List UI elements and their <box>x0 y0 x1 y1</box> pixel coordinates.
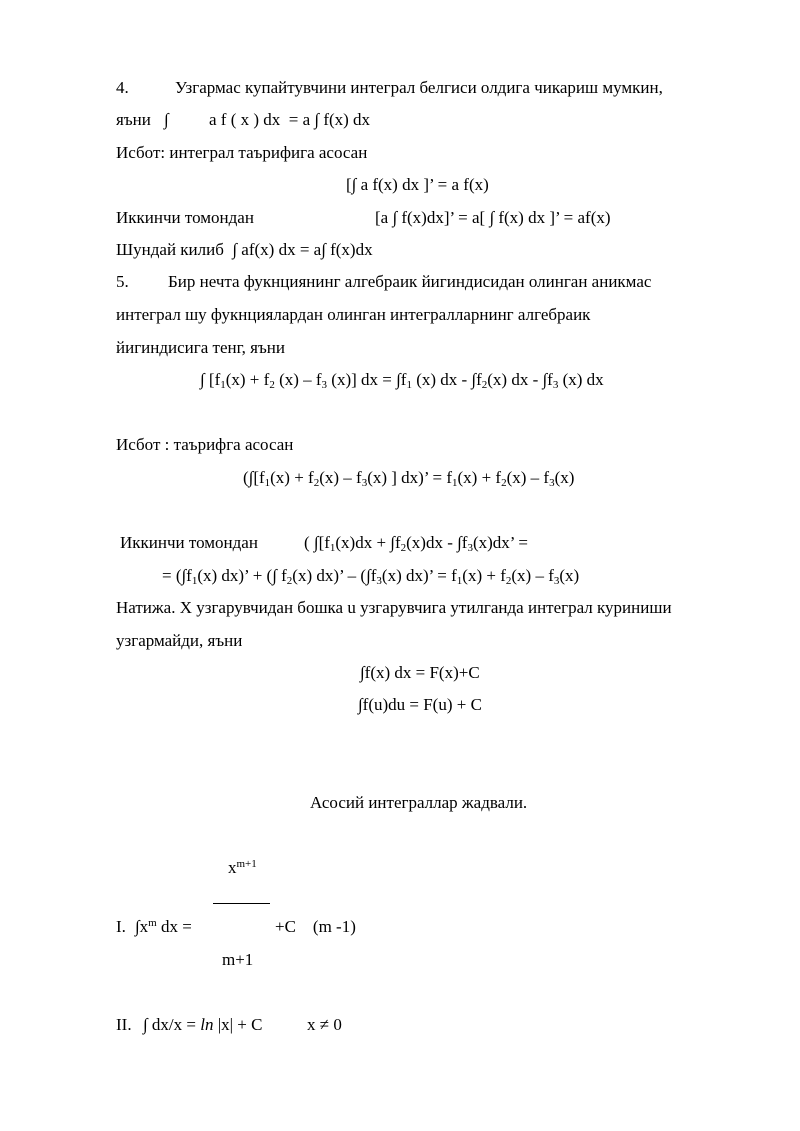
prop4-formula: a f ( x ) dx = a ∫ f(x) dx <box>209 110 371 129</box>
prop5-text-line1: Бир нечта фукнциянинг алгебраик йигиндисидан олинган аникмас <box>168 272 652 291</box>
proof5-second-formula-line1: ( $\int[f_1(x)dx + \int f_2(x)dx - \int f_3(x)dx$’ = <box>304 533 528 554</box>
table-title: Асосий интеграллар жадвали. <box>310 793 528 812</box>
item1-lhs-exponent: m <box>148 917 157 929</box>
prop5-text-line3: йигиндисига тенг, яъни <box>116 338 285 357</box>
prop4-integral-sign: ∫ <box>164 110 169 129</box>
prop5-number: 5. <box>116 272 129 291</box>
item2-ln: ln <box>200 1015 214 1034</box>
proof4-formula: [∫ a f(x) dx ]’ = a f(x) <box>346 175 489 194</box>
item2-roman: II. <box>116 1015 132 1034</box>
item2-condition: x ≠ 0 <box>307 1015 342 1034</box>
prop4-number: 4. <box>116 78 129 97</box>
proof5-second-label: Иккинчи томондан <box>120 533 258 552</box>
item1-roman: I. <box>116 917 126 936</box>
prop4-text: Узгармас купайтувчини интеграл белгиси олдига чикариш мумкин, <box>175 78 663 97</box>
prop5-text-line2: интеграл шу фукнциялардан олинган интегралларнинг алгебраик <box>116 305 591 324</box>
prop4-yani: яъни <box>116 110 151 129</box>
proof4-second-formula: [a ∫ f(x)dx]’ = a[ ∫ f(x) dx ]’ = af(x) <box>375 208 611 227</box>
item1-numerator-exponent: m+1 <box>236 858 257 870</box>
result-formula2: ∫f(u)du = F(u) + C <box>358 695 482 714</box>
item1-lhs <box>135 917 192 937</box>
item2-formula <box>143 1015 262 1035</box>
item1-plus-c: +C (m -1) <box>275 917 356 936</box>
item1-fraction-bar <box>213 903 270 904</box>
item1-numerator <box>228 858 257 878</box>
item1-lhs-suffix: dx = <box>156 917 192 936</box>
result-line1: Натижа. X узгарувчидан бошка u узгарувчига утилганда интеграл куриниши <box>116 598 672 617</box>
prop5-formula: ∫ [$f_1(x) + f_2$ $(x) - f_3$ (x)] dx = $\int f_1$ (x) dx - $\int f_2(x)$ dx - $\int f_3$ (x) dx <box>200 370 604 391</box>
proof5-label: Исбот : таърифга асосан <box>116 435 294 454</box>
proof5-formula: ($\int[f_1(x) + f_2(x) - f_3(x)$ ] dx)’ = $f_1(x) + f_2(x) - f_3(x)$ <box>243 468 575 489</box>
proof5-second-formula-line2: = $(\int f_1(x) dx)$’ + (∫ $f_2(x)$ dx)’ – $(\int f_3(x) dx)$’ = $f_1(x) + f_2(x) - f_3(x)$ <box>162 566 580 587</box>
result-formula1: ∫f(x) dx = F(x)+C <box>360 663 480 682</box>
result-line2: узгармайди, яъни <box>116 631 243 650</box>
proof4-label: Исбот: интеграл таърифига асосан <box>116 143 368 162</box>
item1-denominator: m+1 <box>222 950 254 969</box>
item2-lhs: ∫ dx/x = <box>143 1015 201 1034</box>
proof4-second-label: Иккинчи томондан <box>116 208 254 227</box>
proof4-conclusion: Шундай килиб ∫ af(x) dx = a∫ f(x)dx <box>116 240 373 259</box>
item1-lhs-prefix: ∫x <box>135 917 149 936</box>
item2-rhs: |x| + C <box>213 1015 263 1034</box>
item1-numerator-base: x <box>228 858 237 877</box>
